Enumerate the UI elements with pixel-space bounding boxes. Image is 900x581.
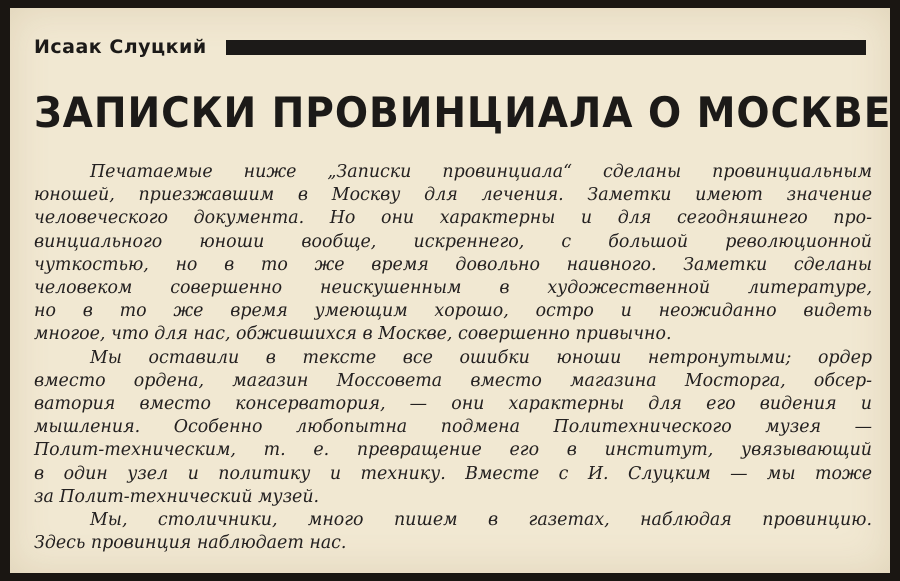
header-rule [226, 40, 866, 55]
text-line: ватория вместо консерватория, — они характерны для его видения и [34, 394, 872, 415]
text-line: мышления. Особенно любопытна подмена Политехнического музея — [34, 417, 872, 438]
text-line: но в то же время умеющим хорошо, остро и неожиданно видеть [34, 301, 872, 322]
text-line: за Полит-технический музей. [34, 486, 320, 507]
text-line: Полит-техническим, т. е. превращение его в институт, увязывающий [34, 440, 872, 461]
text-line: вместо ордена, магазин Моссовета вместо магазина Мосторга, обсер- [34, 370, 872, 391]
article-header [30, 36, 870, 60]
author-name: Исаак Слуцкий [34, 36, 207, 58]
text-line: в один узел и политику и технику. Вместе с И. Слуцким — мы тоже [34, 463, 872, 484]
text-line: Здесь провинция наблюдает нас. [34, 533, 347, 554]
text-line: юношей, приезжавшим в Москву для лечения. Заметки имеют значение [34, 185, 872, 206]
paragraph-3 [34, 509, 872, 555]
text-line: Мы оставили в тексте все ошибки юноши нетронутыми; ордер [90, 347, 872, 368]
text-line: Печатаемые ниже „Записки провинциала“ сделаны провинциальным [90, 162, 872, 182]
paragraph-1 [34, 161, 872, 347]
text-line: чуткостью, но в то же время довольно наивного. Заметки сделаны [34, 254, 872, 275]
text-line: Мы, столичники, много пишем в газетах, наблюдая провинцию. [90, 510, 872, 531]
article-page [10, 8, 890, 573]
article-body [34, 161, 872, 555]
text-line: человеком совершенно неискушенным в художественной литературе, [34, 278, 872, 299]
article-title: ЗАПИСКИ ПРОВИНЦИАЛА О МОСКВЕ [34, 88, 892, 137]
text-line: человеческого документа. Но они характерны и для сегодняшнего про- [34, 208, 872, 229]
text-line: многое, что для нас, обжившихся в Москве, совершенно привычно. [34, 324, 672, 345]
paragraph-2 [34, 347, 872, 509]
text-line: винциального юноши вообще, искреннего, с большой революционной [34, 231, 872, 252]
